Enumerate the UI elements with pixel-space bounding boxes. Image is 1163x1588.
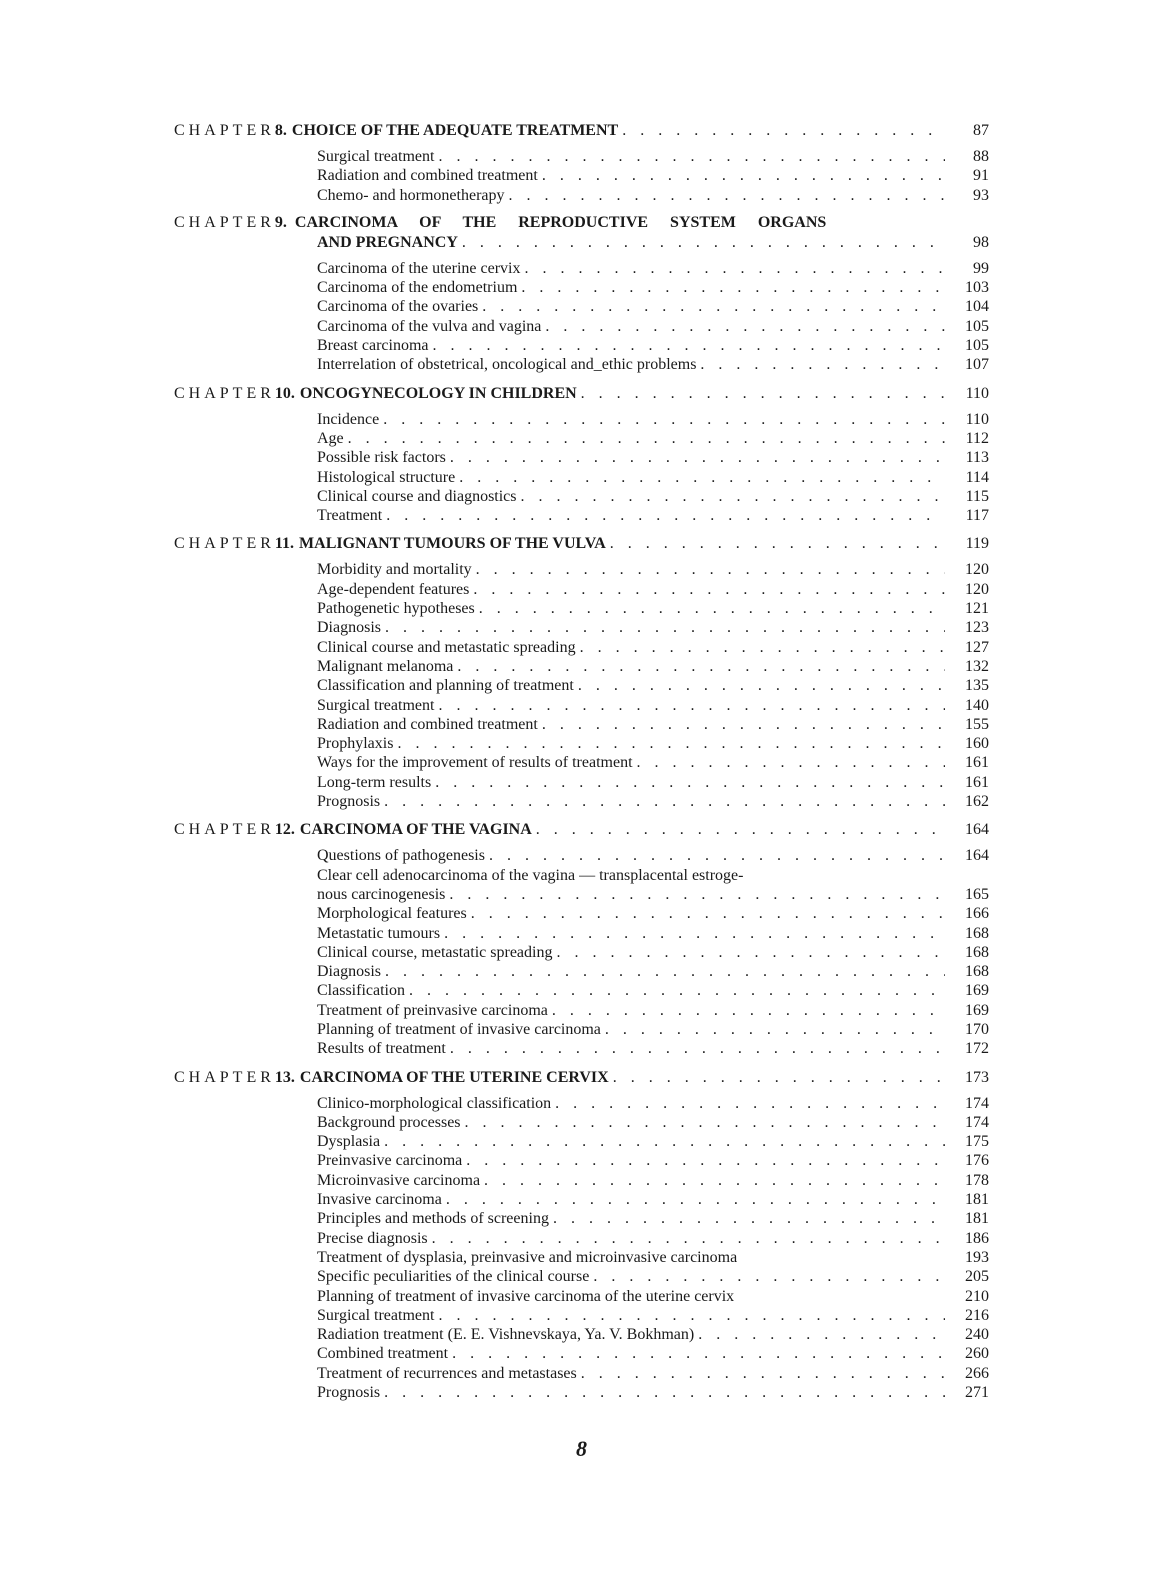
section-entry[interactable] [317,1190,989,1209]
section-entry[interactable] [317,1364,989,1383]
chapter-page: 98 [973,233,989,251]
section-label: Long-term results [317,773,432,791]
section-entry[interactable] [317,1344,989,1363]
section-entry[interactable] [317,448,989,467]
chapter-title: CARCINOMA OF THE VAGINA [299,821,532,839]
dot-leader [450,1039,945,1058]
dot-leader [397,734,945,753]
dot-leader [465,1113,945,1132]
dot-leader [637,753,945,772]
section-label: Ways for the improvement of results of treatment [317,754,633,772]
section-label: Planning of treatment of invasive carcinoma [317,1020,601,1038]
section-page: 172 [965,1040,989,1058]
section-label: Prognosis [317,1384,381,1402]
section-page: 169 [965,1001,989,1019]
chapter-heading[interactable] [174,533,989,554]
section-entry[interactable] [317,904,989,923]
section-entry[interactable] [317,1267,989,1286]
section-entry[interactable] [317,580,989,599]
dot-leader [476,560,945,579]
dot-leader [438,696,945,715]
section-entry[interactable] [317,297,989,316]
chapter-heading[interactable] [174,120,989,141]
chapter-title: MALIGNANT TUMOURS OF THE VULVA [299,535,606,553]
section-page: 103 [965,279,989,297]
section-label: Clinical course and diagnostics [317,487,517,505]
section-page: 120 [965,580,989,598]
section-entry[interactable] [317,846,989,865]
section-page: 168 [965,963,989,981]
chapter-page: 87 [973,122,989,139]
section-label: Precise diagnosis [317,1229,428,1247]
chapter-entry [174,1067,989,1403]
dot-leader [435,773,945,792]
dot-leader [459,468,945,487]
chapter-page: 110 [965,384,989,402]
section-entry[interactable] [317,506,989,525]
section-page: 88 [973,148,989,165]
dot-leader [613,1067,945,1088]
dot-leader [556,943,945,962]
dot-leader [432,1229,945,1248]
section-label: Carcinoma of the vulva and vagina [317,317,542,335]
section-page: 271 [965,1384,989,1402]
section-entry[interactable] [317,1020,989,1039]
section-entry[interactable] [317,147,989,166]
section-label: Classification [317,982,405,1000]
section-entry[interactable] [317,1171,989,1190]
chapter-page: 164 [965,821,989,839]
section-page: 155 [965,715,989,733]
section-entry[interactable] [317,166,989,185]
section-entry[interactable] [317,962,989,981]
chapter-word: CHAPTER [174,213,275,231]
section-page: 169 [965,982,989,1000]
section-entry[interactable] [317,715,989,734]
section-list [317,147,989,205]
chapter-page: 173 [965,1068,989,1086]
section-entry[interactable] [317,1039,989,1058]
section-page: 260 [965,1345,989,1363]
dot-leader [383,410,945,429]
section-label: Metastatic tumours [317,924,441,942]
section-entry[interactable] [317,355,989,374]
dot-leader [385,962,945,981]
section-entry[interactable] [317,1094,989,1113]
section-entry[interactable] [317,792,989,811]
dot-leader [521,487,945,506]
section-entry[interactable] [317,1229,989,1248]
section-label: Preinvasive carcinoma [317,1152,463,1170]
chapter-word: CHAPTER [174,535,275,553]
page-number: 8 [576,1436,587,1461]
section-list [317,259,989,375]
section-page: 117 [965,507,989,525]
section-page: 168 [965,924,989,942]
section-entry[interactable] [317,773,989,792]
section-label: Prognosis [317,793,381,811]
section-page: 174 [965,1094,989,1112]
section-label: Results of treatment [317,1040,446,1058]
dot-leader [385,618,945,637]
dot-leader [452,1344,945,1363]
section-entry[interactable] [317,560,989,579]
section-entry[interactable] [317,1113,989,1132]
chapter-entry [174,819,989,1058]
dot-leader [578,676,945,695]
dot-leader [446,1190,945,1209]
section-page: 135 [965,677,989,695]
section-entry[interactable] [317,599,989,618]
dot-leader [698,1325,945,1344]
section-page: 162 [965,793,989,811]
dot-leader [552,1001,945,1020]
section-label: Breast carcinoma [317,337,429,355]
section-label: Specific peculiarities of the clinical course [317,1268,590,1286]
section-list [317,560,989,811]
section-entry[interactable] [317,1287,989,1306]
section-label: Carcinoma of the endometrium [317,279,518,297]
dot-leader [466,1151,945,1170]
section-page: 161 [965,754,989,772]
section-entry[interactable] [317,696,989,715]
section-label: Interrelation of obstetrical, oncological and_ethic problems [317,356,697,374]
section-label: Clinical course and metastatic spreading [317,638,576,656]
section-entry[interactable] [317,336,989,355]
section-label: Questions of pathogenesis [317,847,485,865]
section-page: 181 [965,1210,989,1228]
section-page: 216 [965,1306,989,1324]
dot-leader [484,1171,945,1190]
section-page: 110 [965,410,989,428]
dot-leader [509,186,946,205]
section-list [317,846,989,1058]
section-label: Carcinoma of the uterine cervix [317,259,521,277]
section-label: Treatment of dysplasia, preinvasive and microinvasive carcinoma [317,1248,738,1266]
section-page: 160 [965,735,989,753]
section-page: 165 [965,885,989,903]
dot-leader [471,904,945,923]
dot-leader [444,924,945,943]
dot-leader [450,448,945,467]
chapter-word: CHAPTER [174,1068,275,1086]
section-page: 266 [965,1364,989,1382]
section-page: 107 [965,356,989,374]
dot-leader [449,885,945,904]
section-label: Surgical treatment [317,1306,435,1324]
section-entry[interactable] [317,618,989,637]
chapter-heading-line [174,120,989,141]
dot-leader [348,429,945,448]
section-label: Background processes [317,1113,461,1131]
chapter-number: 13. [274,1068,295,1086]
section-page: 120 [965,561,989,579]
dot-leader [581,383,945,404]
chapter-heading-line [174,213,945,232]
section-entry[interactable] [317,981,989,1000]
section-page: 178 [965,1171,989,1189]
section-page: 105 [965,317,989,335]
chapter-entry [174,533,989,811]
section-label: Radiation treatment (E. E. Vishnevskaya, Ya. V. Bokhman) [317,1326,695,1344]
section-label: Radiation and combined treatment [317,715,538,733]
chapter-title-line2: AND PREGNANCY [317,233,458,251]
chapter-word: CHAPTER [174,821,275,839]
dot-leader [536,819,945,840]
dot-leader [489,846,945,865]
section-page: 166 [965,905,989,923]
section-page: 99 [973,259,989,277]
section-page: 105 [965,337,989,355]
dot-leader [482,297,945,316]
chapter-heading[interactable] [174,819,989,840]
dot-leader [542,166,945,185]
section-entry[interactable] [317,468,989,487]
section-entry[interactable] [317,638,989,657]
section-entry[interactable] [317,487,989,506]
section-label: Planning of treatment of invasive carcinoma of the uterine cervix [317,1287,735,1305]
section-entry[interactable] [317,278,989,297]
dot-leader [580,638,945,657]
section-label: Treatment of recurrences and metastases [317,1364,577,1382]
section-label: Treatment [317,507,383,525]
section-label: nous carcinogenesis [317,885,446,903]
dot-leader [542,715,945,734]
section-page: 205 [965,1268,989,1286]
section-entry[interactable] [317,1248,989,1267]
section-page: 175 [965,1133,989,1151]
section-entry[interactable] [317,1132,989,1151]
section-entry[interactable] [317,885,989,904]
section-page: 170 [965,1020,989,1038]
chapter-heading[interactable] [174,213,989,253]
section-label: Chemo- and hormonetherapy [317,186,505,204]
section-page: 104 [965,298,989,316]
chapter-entry [174,120,989,205]
section-entry[interactable] [317,1001,989,1020]
section-label: Surgical treatment [317,148,435,165]
dot-leader [553,1209,945,1228]
section-label: Invasive carcinoma [317,1191,442,1209]
dot-leader [438,147,945,166]
dot-leader [700,355,945,374]
section-entry[interactable] [317,657,989,676]
section-page: 168 [965,943,989,961]
chapter-title: CARCINOMA OF THE UTERINE CERVIX [299,1068,609,1086]
section-label: Possible risk factors [317,449,446,467]
section-page: 132 [965,657,989,675]
dot-leader [384,1132,945,1151]
section-list [317,1094,989,1403]
section-page: 113 [965,449,989,467]
section-entry[interactable] [317,676,989,695]
chapter-heading-line [174,1067,989,1088]
section-entry[interactable] [317,186,989,205]
section-label: Diagnosis [317,963,381,981]
section-label: Principles and methods of screening [317,1210,549,1228]
section-label: Clinico-morphological classification [317,1094,552,1112]
dot-leader [622,120,945,141]
chapter-word: CHAPTER [174,122,275,139]
section-entry-line [317,866,989,885]
dot-leader [521,278,945,297]
section-page: 112 [965,429,989,447]
section-label: Age-dependent features [317,580,470,598]
section-page: 115 [965,487,989,505]
section-page: 123 [965,619,989,637]
section-entry[interactable] [317,753,989,772]
section-page: 240 [965,1326,989,1344]
section-page: 164 [965,847,989,865]
section-page: 114 [965,468,989,486]
section-label: Diagnosis [317,619,381,637]
section-list [317,410,989,526]
section-label: Incidence [317,410,380,428]
chapter-heading[interactable] [174,1067,989,1088]
section-entry[interactable] [317,1151,989,1170]
chapter-title: ONCOGYNECOLOGY IN CHILDREN [299,384,577,402]
chapter-heading[interactable] [174,383,989,404]
chapter-word: CHAPTER [174,384,275,402]
section-entry[interactable] [317,429,989,448]
chapter-title: CHOICE OF THE ADEQUATE TREATMENT [291,122,619,139]
section-page: 186 [965,1229,989,1247]
section-entry[interactable] [317,1325,989,1344]
section-label: Prophylaxis [317,735,394,753]
chapter-heading-line [174,533,989,554]
dot-leader [409,981,945,1000]
section-label: Morphological features [317,905,467,923]
chapter-page: 119 [965,535,989,553]
section-page: 127 [965,638,989,656]
section-label: Age [317,429,344,447]
chapter-entry [174,213,989,375]
chapter-number: 11. [274,535,295,553]
chapter-heading-line [317,232,989,253]
dot-leader [473,580,945,599]
section-entry[interactable] [317,1306,989,1325]
dot-leader [555,1094,945,1113]
dot-leader [386,506,945,525]
chapter-number: 12. [274,821,295,839]
table-of-contents [174,120,989,1410]
section-page: 181 [965,1191,989,1209]
dot-leader [433,336,946,355]
dot-leader [457,657,945,676]
section-page: 140 [965,696,989,714]
section-label: Malignant melanoma [317,657,454,675]
dot-leader [593,1267,945,1286]
section-page: 210 [965,1287,989,1305]
dot-leader [479,599,945,618]
section-entry[interactable] [317,410,989,429]
chapter-number: 8. [274,122,287,139]
section-page: 176 [965,1152,989,1170]
section-page: 121 [965,600,989,618]
section-entry[interactable] [317,1209,989,1228]
dot-leader [545,317,945,336]
section-label: Surgical treatment [317,696,435,714]
section-label: Radiation and combined treatment [317,167,538,185]
section-page: 193 [965,1248,989,1266]
section-entry[interactable] [317,1383,989,1402]
section-page: 161 [965,773,989,791]
chapter-number: 10. [274,384,295,402]
dot-leader [524,259,945,278]
dot-leader [462,232,945,253]
section-page: 174 [965,1113,989,1131]
chapter-heading-line [174,819,989,840]
section-entry[interactable] [317,317,989,336]
section-entry[interactable] [317,734,989,753]
section-label: Dysplasia [317,1133,381,1151]
dot-leader [438,1306,945,1325]
section-label: Carcinoma of the ovaries [317,298,479,316]
chapter-entry [174,383,989,526]
section-label: Pathogenetic hypotheses [317,600,475,618]
section-label-line1[interactable]: Clear cell adenocarcinoma of the vagina — transplacental estroge- [317,866,744,884]
dot-leader [605,1020,945,1039]
dot-leader [384,792,945,811]
section-page: 93 [973,186,989,204]
section-label: Morbidity and mortality [317,561,472,579]
section-page: 91 [973,167,989,185]
chapter-number: 9. [274,213,287,231]
dot-leader [581,1364,945,1383]
dot-leader [384,1383,945,1402]
dot-leader [610,533,945,554]
chapter-heading-line [174,383,989,404]
section-label: Treatment of preinvasive carcinoma [317,1001,548,1019]
section-label: Microinvasive carcinoma [317,1171,481,1189]
section-entry[interactable] [317,259,989,278]
section-entry[interactable] [317,924,989,943]
section-entry[interactable] [317,943,989,962]
chapter-title-line1: CARCINOMA OF THE REPRODUCTIVE SYSTEM ORGANS [294,213,827,231]
section-label: Histological structure [317,468,456,486]
section-label: Clinical course, metastatic spreading [317,943,553,961]
section-label: Combined treatment [317,1345,449,1363]
section-label: Classification and planning of treatment [317,677,574,695]
